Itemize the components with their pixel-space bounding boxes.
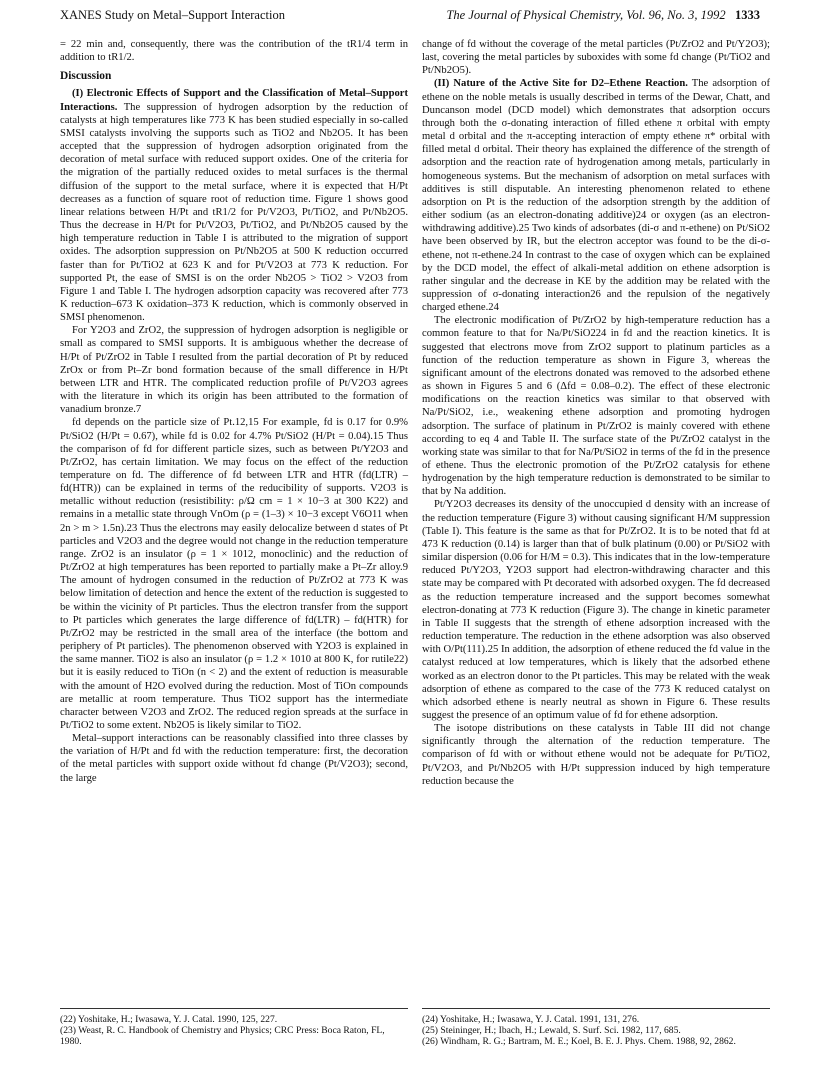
journal-citation: [446, 8, 760, 23]
footnote-rule: [422, 1008, 770, 1009]
left-column: [60, 38, 408, 785]
section-heading: Discussion: [60, 70, 112, 83]
footnotes-right: [422, 1014, 770, 1048]
paragraph-fd-particle-size: fd depends on the particle size of Pt.12,15 For example, fd is 0.17 for 0.9% Pt/SiO2 (H/Pt = 0.67), while fd is 0.02 for 4.7% Pt/SiO2 (H/Pt = 0.04).15 Thus the comparison of fd for different particle sizes, such as between Pt/Y2O3 and Pt/ZrO2, has certain limitation. We may focus on the effect of the reduction temperature on fd. The difference of fd between LTR and HTR (fd(LTR) – fd(HTR)) can be explained in terms of the reducibility of supports. V2O3 is metallic without reduction (resistibility: ρ/Ω cm = 1 × 10−3 at 300 K22) and remains in a metallic state through VnOm (ρ = (1–3) × 10−3 except V6O11 when 2n > m > 1.5n).23 Thus the electrons may easily delocalize between d states of Pt particles and V2O3 and the degree would not change in the reduction temperature range. ZrO2 is an insulator (ρ = 1 × 1012, monoclinic) and the reduction of Pt/ZrO2 at high temperatures has been reported to partially make a Pt–Zr alloy.9 The amount of hydrogen consumed in the reduction of Pt/ZrO2 at 773 K was below limitation of detection and hence the extent of the reduction is suggested to be within the vicinity of Pt particles. Thus the electron transfer from the support to Pt particles which generates the large difference of fd(LTR) – fd(HTR) for Pt/ZrO2 may be restricted in the small area of the interface (the bottom and periphery of Pt particles). The phenomenon observed with Y2O3 is explained in the same manner. TiO2 is also an insulator (ρ = 1.2 × 1010 at 800 K, for rutile22) but it is easily reduced to TiOn (n < 2) and the extent of reduction is measurable with the amount of H2O evolved during the reduction. Most of TiOn compounds are metallic at room temperature. Thus TiO2 support has the intermediate character between V2O3 and ZrO2. The reduced region spreads at the surface in Pt/TiO2 to some extent. Nb2O5 is likely similar to TiO2.: [60, 417, 408, 731]
footnote: (25) Steininger, H.; Ibach, H.; Lewald, S. Surf. Sci. 1982, 117, 685.: [422, 1025, 681, 1037]
footnote: (22) Yoshitake, H.; Iwasawa, Y. J. Catal. 1990, 125, 227.: [60, 1014, 278, 1025]
footnote: (26) Windham, R. G.; Bartram, M. E.; Koel, B. E. J. Phys. Chem. 1988, 92, 2862.: [422, 1036, 736, 1048]
page-number: 1333: [735, 8, 760, 22]
footnotes-left: [60, 1014, 408, 1048]
paragraph-isotope-distribution: The isotope distributions on these catalysts in Table III did not change significantly through the alternation of the reduction temperature. The comparison of fd with or without ethene would not be adequate for Pt/TiO2, Pt/V2O3, and Pt/Nb2O5 with H/Pt suppression induced by high temperature reduction because the: [422, 723, 770, 787]
running-title: XANES Study on Metal–Support Interaction: [60, 8, 285, 22]
running-header: [60, 8, 760, 28]
paragraph-active-site: [422, 77, 770, 314]
paragraph-y2o3-zro2: For Y2O3 and ZrO2, the suppression of hydrogen adsorption is negligible or small as compared to SMSI supports. It is ambiguous whether the decrease of H/Pt of Pt/ZrO2 in Table I resulted from the partial decoration of Pt by reduced ZrOx or from Pt–Zr bond formation because of the small difference in H/Pt between LTR and HTR. The complicated reduction profile of Pt/V2O3 agrees with the literature in which its origin has been attributed to the formation of vanadium bronze.7: [60, 325, 408, 416]
footnote-rule: [60, 1008, 408, 1009]
paragraph-body: The adsorption of ethene on the noble metals is usually described in terms of the Dewar, Chatt, and Duncanson model (DCD model) which demonstrates that adsorption occurs through both the σ-donating interaction of filled ethene π orbital with empty metal d orbital and the π-accepting interaction of empty ethene π* orbital with filled metal d orbital. Their theory has explained the difference of the strength of adsorption and the reaction rate of hydrogenation among metals, particularly in homogeneous systems. But the mechanism of adsorption on metal surfaces with additives is still disputable. An interesting phenomenon related to ethene adsorption on Pt is the reduction of the adsorption strength by the addition of either sodium (as an electron-donating additive)24 or oxygen (as an electron-withdrawing additive).25 Two kinds of adsorbates (di-σ and π-ethene) on Pt/SiO2 have been observed by IR, but the electron acceptor was found to be the di-σ-ethene, not π-ethene.24 In contrast to the case of oxygen which can be explained by the DCD model, the effect of alkali-metal addition on ethene adsorption is rather singular and the decrease in KE by the addition may be related with the suppression of σ-donating interaction26 and the repulsion of the negatively charged ethene.24: [422, 78, 770, 314]
right-column: [422, 38, 770, 788]
footnote: (23) Weast, R. C. Handbook of Chemistry and Physics; CRC Press: Boca Raton, FL, 1980.: [60, 1025, 385, 1048]
paragraph-electronic-effects: [60, 87, 408, 324]
paragraph-body: The suppression of hydrogen adsorption by the reduction of catalysts at high temperatures like 773 K has been studied especially in so-called SMSI catalysts involving the supports such as TiO2 and Nb2O5. It has been accepted that the suppression of hydrogen adsorption originated from the decoration of metal surface with reduced support oxides. One of the criteria for the migration of the partially reduced oxides to metal surfaces is the thermal diffusion of the support to the metal surface, where it is expected that H/Pt decreases as a function of square root of reduction time. Figure 1 shows good linear relations between H/Pt and tR1/2 for Pt/V2O3, Pt/TiO2, and Pt/Nb2O5. Thus the decrease in H/Pt for Pt/V2O3, Pt/TiO2, and Pt/Nb2O5 caused by the high temperature reduction in Table I is attributed to the migration of support oxides. The adsorption suppression on Pt/Nb2O5 at 500 K reduction occurred faster than for Pt/TiO2 at 623 K and for Pt/V2O3 at 773 K reduction. For supported Pt, the ease of SMSI is on the order Nb2O5 > TiO2 > V2O3 from Figure 1 and Table I. The hydrogen adsorption capacity was recovered after 773 K reduction–673 K oxidation–373 K reduction, which is commonly observed in SMSI phenomenon.: [60, 101, 408, 324]
continuation-paragraph: change of fd without the coverage of the metal particles (Pt/ZrO2 and Pt/Y2O3); last, covering the metal particles by suboxides with some fd change (Pt/TiO2 and Pt/Nb2O5).: [422, 39, 770, 77]
paragraph-title: (II) Nature of the Active Site for D2–Ethene Reaction.: [434, 78, 688, 90]
paragraph-classification: Metal–support interactions can be reasonably classified into three classes by the variation of H/Pt and fd with the reduction temperature: first, the decoration of the metal particles with support oxide without fd change (Pt/V2O3); second, the large: [60, 733, 408, 784]
paragraph-title: (I) Electronic Effects of Support and the Classification of Metal–Support Interactions.: [60, 88, 408, 113]
continuation-paragraph: = 22 min and, consequently, there was the contribution of the tR1/4 term in addition to tR1/2.: [60, 39, 408, 64]
paragraph-pt-y2o3: Pt/Y2O3 decreases its density of the unoccupied d density with an increase of the reduction temperature (Figure 3) without causing significant H/M suppression (Table I). This feature is the same as that for Pt/ZrO2. It is to be noted that fd at 473 K reduction (0.14) is larger than that of bulk platinum (0.00) or Pt/SiO2 with similar dispersion (0.06 for H/M = 0.3). This indicates that in the low-temperature reduced Pt/Y2O3, Y2O3 support had electron-withdrawing character and this state may be compared with Pt decorated with adsorbed oxygen. The fd decreased as the reduction temperature increased and the support becomes somewhat electron-donating at 773 K reduction (Figure 3). The change in kinetic parameter in Table II suggests that the strength of ethene adsorption increased with the reduction temperature. The reduction in the ethene adsorption was also observed with O/Pt(111).25 In addition, the adsorption of ethene reduced the fd value in the catalyst reduced at low temperatures, which is likely that the adsorbed ethene worked as an electron donor to the Pt particles. This may be related with the weak adsorption of ethene as compared to the case of the 773 K reduced catalyst on which adsorbed ethene is nearly neutral as shown in Figure 6. These results suggest the presence of an optimum value of fd for ethene adsorption.: [422, 499, 770, 721]
footnote: (24) Yoshitake, H.; Iwasawa, Y. J. Catal. 1991, 131, 276.: [422, 1014, 640, 1025]
journal-name: The Journal of Physical Chemistry, Vol. 96, No. 3, 1992: [446, 8, 726, 22]
paragraph-pt-zro2-modification: The electronic modification of Pt/ZrO2 by high-temperature reduction has a common feature to that for Na/Pt/SiO224 in fd and the reaction kinetics. It is suggested that electrons move from ZrO2 support to platinum particles as a function of the reduction temperature as shown in Figure 3, whereas the significant amount of the electrons donated was removed to the adsorbed ethene as shown in Figures 5 and 6 (Δfd = 0.08–0.2). The effect of these electronic modifications on the reaction kinetics was similar to that observed with Na/Pt/SiO2, i.e., weakening ethene adsorption and promoting hydrogen adsorption. The surface of platinum in Pt/ZrO2 is mainly covered with ethene according to eq 4 and Table II. The surface state of the Pt/ZrO2 catalyst in the working state was similar to that for Na/Pt/SiO2 in terms of the fd in the presence of ethene. Thus the electronic promotion of the Pt/ZrO2 catalysis for ethene hydrogenation by the high temperature reduction is demonstrated to be similar to that by Na addition.: [422, 315, 770, 498]
